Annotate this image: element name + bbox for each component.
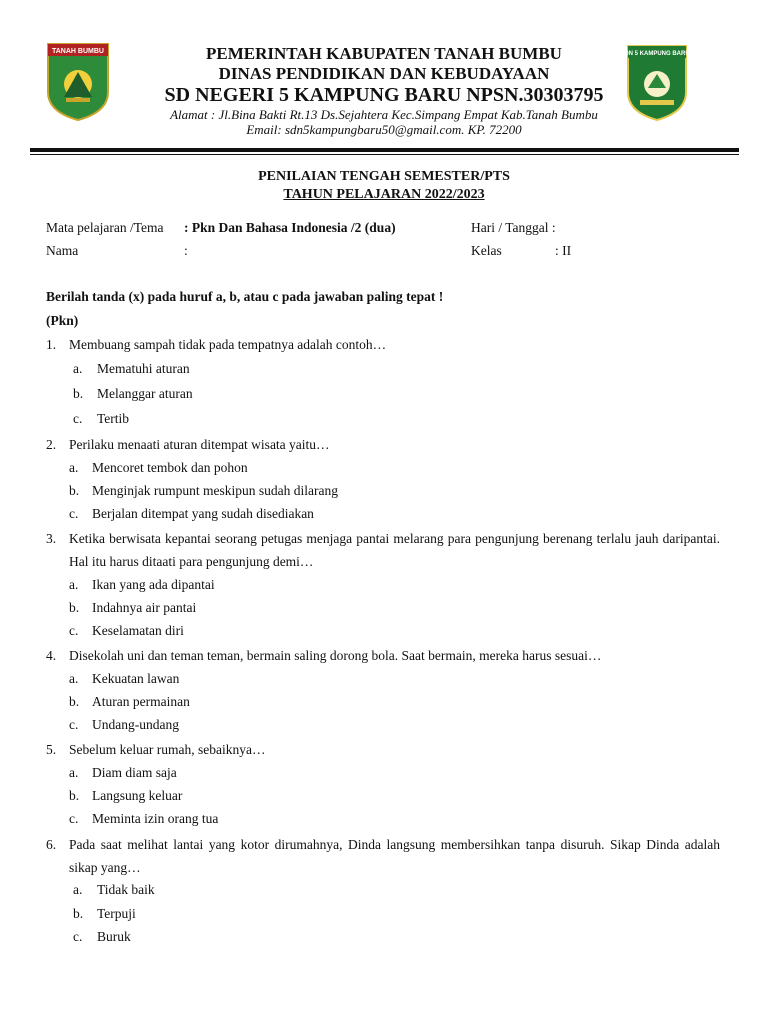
question-number: 2. [46, 437, 57, 452]
option-text: Kekuatan lawan [92, 671, 180, 686]
kop-email: Email: sdn5kampungbaru50@gmail.com. KP. 72200 [246, 122, 522, 137]
question-number: 3. [46, 531, 57, 546]
option-letter: c. [69, 717, 79, 732]
question-text: Pada saat melihat lantai yang kotor dirumahnya, Dinda langsung membersihkan tanpa disuruh. Sikap Dinda adalah sikap yang… [69, 837, 720, 875]
option-text: Terpuji [97, 906, 136, 921]
section-label: (Pkn) [46, 313, 79, 328]
option-letter: c. [73, 411, 83, 426]
option-letter: a. [73, 361, 83, 376]
option-text: Buruk [97, 929, 131, 944]
question-text: Sebelum keluar rumah, sebaiknya… [69, 742, 266, 757]
option-text: Menginjak rumpunt meskipun sudah dilarang [92, 483, 338, 498]
svg-text:DN 5 KAMPUNG BARU: DN 5 KAMPUNG BARU [626, 51, 688, 57]
option-text: Langsung keluar [92, 788, 183, 803]
option-letter: a. [69, 577, 79, 592]
option-letter: a. [73, 882, 83, 897]
option-text: Undang-undang [92, 717, 179, 732]
kop-school-name: SD NEGERI 5 KAMPUNG BARU NPSN.30303795 [164, 84, 604, 106]
header-divider-thin [30, 154, 739, 155]
option-letter: a. [69, 765, 79, 780]
option-text: Tertib [97, 411, 130, 426]
subject-label: Mata pelajaran /Tema [46, 220, 164, 235]
exam-title: PENILAIAN TENGAH SEMESTER/PTS [258, 169, 510, 184]
option-text: Indahnya air pantai [92, 600, 197, 615]
option-letter: a. [69, 460, 79, 475]
option-text: Diam diam saja [92, 765, 177, 780]
question-number: 1. [46, 337, 57, 352]
option-letter: b. [69, 788, 80, 803]
option-text: Berjalan ditempat yang sudah disediakan [92, 506, 314, 521]
option-letter: a. [69, 671, 79, 686]
question-text: Ketika berwisata kepantai seorang petugas menjaga pantai melarang para pengunjung berenang terlalu jauh daripantai. Hal itu harus ditaati para pengunjung demi… [69, 531, 720, 569]
kop-address: Alamat : Jl.Bina Bakti Rt.13 Ds.Sejahtera Kec.Simpang Empat Kab.Tanah Bumbu [170, 107, 598, 122]
option-letter: c. [73, 929, 83, 944]
option-text: Keselamatan diri [92, 623, 184, 638]
option-text: Mencoret tembok dan pohon [92, 460, 248, 475]
option-letter: b. [69, 483, 80, 498]
question-number: 6. [46, 837, 57, 852]
instruction: Berilah tanda (x) pada huruf a, b, atau c pada jawaban paling tepat ! [46, 289, 444, 304]
kop-department: DINAS PENDIDIKAN DAN KEBUDAYAAN [218, 64, 550, 83]
name-label: Nama [46, 243, 79, 258]
kop-government: PEMERINTAH KABUPATEN TANAH BUMBU [206, 44, 562, 63]
name-colon: : [184, 243, 188, 258]
option-text: Meminta izin orang tua [92, 811, 219, 826]
class-label: Kelas [471, 243, 502, 258]
option-letter: b. [73, 906, 84, 921]
option-letter: b. [73, 386, 84, 401]
question-number: 4. [46, 648, 57, 663]
question-text: Perilaku menaati aturan ditempat wisata yaitu… [69, 437, 330, 452]
option-letter: c. [69, 506, 79, 521]
option-text: Tidak baik [97, 882, 155, 897]
option-letter: b. [69, 694, 80, 709]
option-text: Ikan yang ada dipantai [92, 577, 215, 592]
question-text: Disekolah uni dan teman teman, bermain saling dorong bola. Saat bermain, mereka harus sesuai… [69, 648, 602, 663]
class-value: : II [555, 243, 572, 258]
header-divider-thick [30, 148, 739, 152]
option-letter: c. [69, 811, 79, 826]
option-letter: c. [69, 623, 79, 638]
question-text: Membuang sampah tidak pada tempatnya adalah contoh… [69, 337, 387, 352]
exam-year: TAHUN PELAJARAN 2022/2023 [283, 187, 485, 202]
option-text: Aturan permainan [92, 694, 190, 709]
option-text: Mematuhi aturan [97, 361, 190, 376]
question-number: 5. [46, 742, 57, 757]
option-text: Melanggar aturan [97, 386, 193, 401]
day-label: Hari / Tanggal : [471, 220, 556, 235]
svg-text:TANAH BUMBU: TANAH BUMBU [52, 48, 104, 55]
option-letter: b. [69, 600, 80, 615]
subject-value: : Pkn Dan Bahasa Indonesia /2 (dua) [184, 220, 396, 235]
